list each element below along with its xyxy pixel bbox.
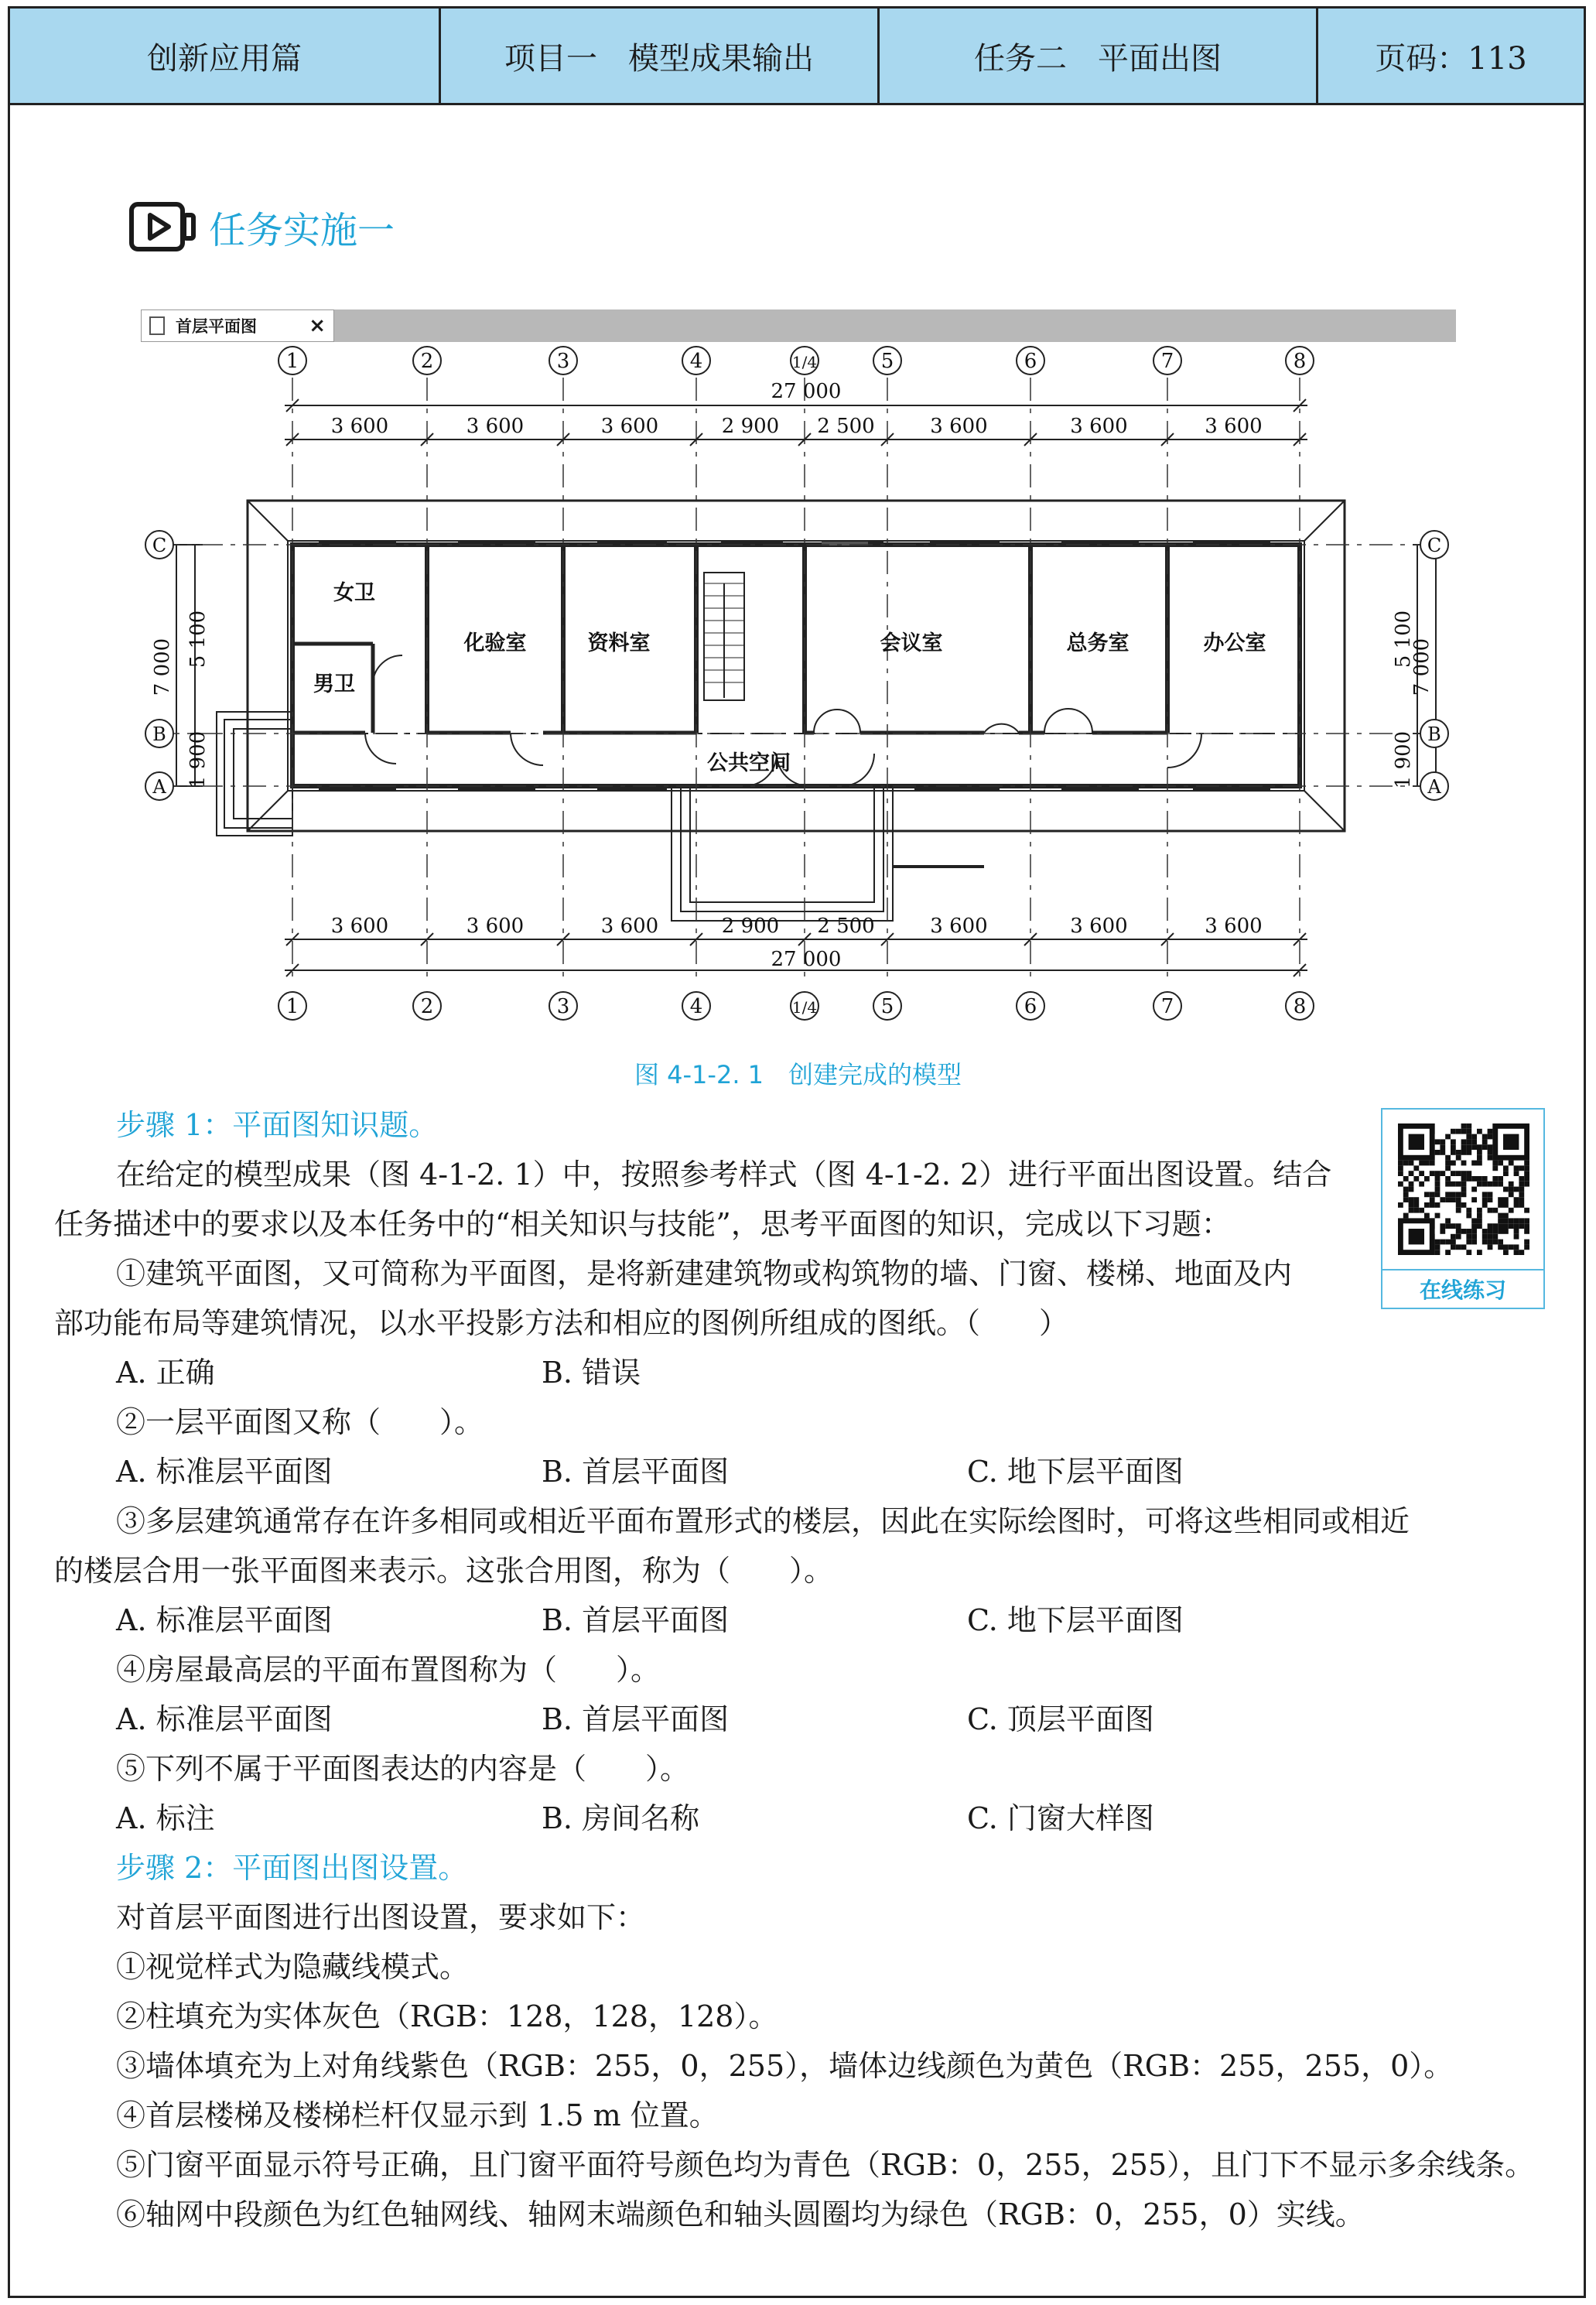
left-dim-lower: 1 900 bbox=[186, 730, 210, 789]
page-header bbox=[8, 6, 1586, 105]
grid-label-bottom: 4 bbox=[689, 995, 703, 1018]
bottom-dim-label: 3 600 bbox=[930, 915, 988, 938]
left-dim-upper: 5 100 bbox=[186, 610, 210, 669]
grid-label-top: 8 bbox=[1293, 350, 1307, 373]
grid-label-top: 1 bbox=[285, 350, 299, 373]
option-b[interactable]: B. 房间名称 bbox=[542, 1801, 700, 1835]
row-label-right: C bbox=[1427, 535, 1442, 556]
top-dim-label: 3 600 bbox=[1205, 415, 1263, 438]
option-b[interactable]: B. 首层平面图 bbox=[542, 1702, 730, 1736]
grid-label-bottom: 7 bbox=[1160, 995, 1174, 1018]
grid-label-bottom: 1 bbox=[285, 995, 299, 1018]
figure-caption: 图 4-1-2. 1 创建完成的模型 bbox=[634, 1060, 962, 1089]
plan-view-icon bbox=[149, 316, 165, 335]
total-dim-top: 27 000 bbox=[771, 380, 842, 403]
row-label-left: C bbox=[152, 535, 167, 556]
grid-label-top: 4 bbox=[689, 350, 703, 373]
header-task: 任务二 平面出图 bbox=[880, 9, 1318, 103]
right-dim-total: 7 000 bbox=[1410, 638, 1434, 696]
requirement-item: ③墙体填充为上对角线紫色（RGB：255，0，255），墙体边线颜色为黄色（RGB：255，255，0）。 bbox=[116, 2049, 1454, 2083]
left-dim-total: 7 000 bbox=[151, 638, 174, 696]
option-c[interactable]: C. 地下层平面图 bbox=[967, 1455, 1184, 1489]
bottom-dim-label: 3 600 bbox=[466, 915, 525, 938]
option-a[interactable]: A. 标准层平面图 bbox=[116, 1603, 333, 1637]
view-tab-label: 首层平面图 bbox=[176, 317, 257, 336]
room-label: 公共空间 bbox=[707, 751, 791, 775]
video-play-icon bbox=[128, 200, 198, 254]
room-label: 会议室 bbox=[880, 631, 943, 655]
option-c[interactable]: C. 门窗大样图 bbox=[967, 1801, 1154, 1835]
requirement-item: ⑤门窗平面显示符号正确，且门窗平面符号颜色均为青色（RGB：0，255，255），且门下不显示多余线条。 bbox=[116, 2148, 1535, 2182]
question-3-cont: 的楼层合用一张平面图来表示。这张合用图，称为（ ）。 bbox=[54, 1554, 834, 1588]
bottom-dim-label: 3 600 bbox=[600, 915, 659, 938]
qr-code-box[interactable] bbox=[1381, 1108, 1545, 1309]
question-1: ①建筑平面图，又可简称为平面图，是将新建建筑物或构筑物的墙、门窗、楼梯、地面及内 bbox=[116, 1257, 1293, 1291]
header-project: 项目一 模型成果输出 bbox=[441, 9, 880, 103]
step-2-heading: 步骤 2：平面图出图设置。 bbox=[116, 1851, 468, 1885]
option-c[interactable]: C. 顶层平面图 bbox=[967, 1702, 1154, 1736]
top-dim-label: 3 600 bbox=[1070, 415, 1128, 438]
floor-plan-drawing bbox=[141, 342, 1470, 1038]
header-section: 创新应用篇 bbox=[10, 9, 441, 103]
row-label-left: A bbox=[152, 776, 166, 798]
grid-label-top: 3 bbox=[556, 350, 570, 373]
row-label-right: B bbox=[1427, 723, 1441, 745]
grid-label-top: 5 bbox=[880, 350, 894, 373]
requirement-item: ⑥轴网中段颜色为红色轴网线、轴网末端颜色和轴头圆圈均为绿色（RGB：0，255，0）实线。 bbox=[116, 2197, 1365, 2231]
row-label-left: B bbox=[152, 723, 166, 745]
task-title: 任务实施一 bbox=[209, 208, 395, 252]
header-page-number: 页码：113 bbox=[1375, 40, 1527, 77]
qr-label: 在线练习 bbox=[1382, 1269, 1543, 1308]
question-5: ⑤下列不属于平面图表达的内容是（ ）。 bbox=[116, 1752, 690, 1786]
top-dim-label: 2 500 bbox=[817, 415, 875, 438]
bottom-dim-label: 3 600 bbox=[1205, 915, 1263, 938]
bottom-dim-label: 3 600 bbox=[1070, 915, 1128, 938]
grid-label-bottom: 1/4 bbox=[791, 998, 818, 1017]
option-a[interactable]: A. 标准层平面图 bbox=[116, 1702, 333, 1736]
question-3: ③多层建筑通常存在许多相同或相近平面布置形式的楼层，因此在实际绘图时，可将这些相同或相近 bbox=[116, 1504, 1410, 1538]
option-b[interactable]: B. 首层平面图 bbox=[542, 1455, 730, 1489]
grid-label-top: 6 bbox=[1024, 350, 1037, 373]
qr-code-icon bbox=[1398, 1123, 1529, 1255]
top-dim-label: 3 600 bbox=[330, 415, 389, 438]
room-label: 总务室 bbox=[1066, 631, 1130, 655]
option-b[interactable]: B. 首层平面图 bbox=[542, 1603, 730, 1637]
grid-label-bottom: 8 bbox=[1293, 995, 1307, 1018]
grid-label-top: 2 bbox=[420, 350, 434, 373]
room-label: 资料室 bbox=[587, 631, 651, 655]
grid-label-top: 7 bbox=[1160, 350, 1174, 373]
grid-label-bottom: 2 bbox=[420, 995, 434, 1018]
room-label: 办公室 bbox=[1203, 631, 1266, 655]
bottom-dim-label: 2 900 bbox=[721, 915, 780, 938]
total-dim-bottom: 27 000 bbox=[771, 948, 842, 971]
view-tab-first-floor[interactable] bbox=[141, 309, 334, 342]
option-c[interactable]: C. 地下层平面图 bbox=[967, 1603, 1184, 1637]
grid-label-bottom: 5 bbox=[880, 995, 894, 1018]
requirement-item: ④首层楼梯及楼梯栏杆仅显示到 1.5 m 位置。 bbox=[116, 2098, 719, 2132]
bottom-dim-label: 3 600 bbox=[330, 915, 389, 938]
right-dim-upper: 5 100 bbox=[1392, 610, 1415, 669]
bottom-dim-label: 2 500 bbox=[817, 915, 875, 938]
grid-label-bottom: 6 bbox=[1024, 995, 1037, 1018]
paragraph-line: 在给定的模型成果（图 4-1-2. 1）中，按照参考样式（图 4-1-2. 2）进行平面出图设置。结合 bbox=[116, 1158, 1332, 1192]
grid-label-bottom: 3 bbox=[556, 995, 570, 1018]
top-dim-label: 3 600 bbox=[466, 415, 525, 438]
room-label: 化验室 bbox=[463, 631, 527, 655]
requirement-item: ①视觉样式为隐藏线模式。 bbox=[116, 1950, 470, 1984]
question-1-cont: 部功能布局等建筑情况，以水平投影方法和相应的图例所组成的图纸。（ ） bbox=[54, 1306, 1069, 1340]
grid-label-top: 1/4 bbox=[791, 353, 818, 371]
option-a[interactable]: A. 标准层平面图 bbox=[116, 1455, 333, 1489]
option-a[interactable]: A. 正确 bbox=[116, 1356, 215, 1390]
top-dim-label: 3 600 bbox=[930, 415, 988, 438]
paragraph-line: 任务描述中的要求以及本任务中的“相关知识与技能”，思考平面图的知识，完成以下习题： bbox=[54, 1207, 1231, 1241]
option-a[interactable]: A. 标注 bbox=[116, 1801, 215, 1835]
top-dim-label: 3 600 bbox=[600, 415, 659, 438]
top-dim-label: 2 900 bbox=[721, 415, 780, 438]
step-1-heading: 步骤 1：平面图知识题。 bbox=[116, 1108, 439, 1142]
room-label: 男卫 bbox=[313, 672, 355, 696]
right-dim-lower: 1 900 bbox=[1392, 730, 1415, 789]
requirement-item: ②柱填充为实体灰色（RGB：128，128，128）。 bbox=[116, 1999, 778, 2033]
row-label-right: A bbox=[1427, 776, 1441, 798]
room-label: 女卫 bbox=[333, 581, 375, 605]
option-b[interactable]: B. 错误 bbox=[542, 1356, 641, 1390]
requirement-intro: 对首层平面图进行出图设置，要求如下： bbox=[116, 1900, 646, 1934]
view-tab-bar bbox=[141, 309, 1456, 342]
task-heading bbox=[128, 200, 395, 254]
close-icon[interactable]: × bbox=[309, 314, 326, 337]
question-4: ④房屋最高层的平面布置图称为（ ）。 bbox=[116, 1653, 661, 1687]
question-2: ②一层平面图又称（ ）。 bbox=[116, 1405, 484, 1439]
